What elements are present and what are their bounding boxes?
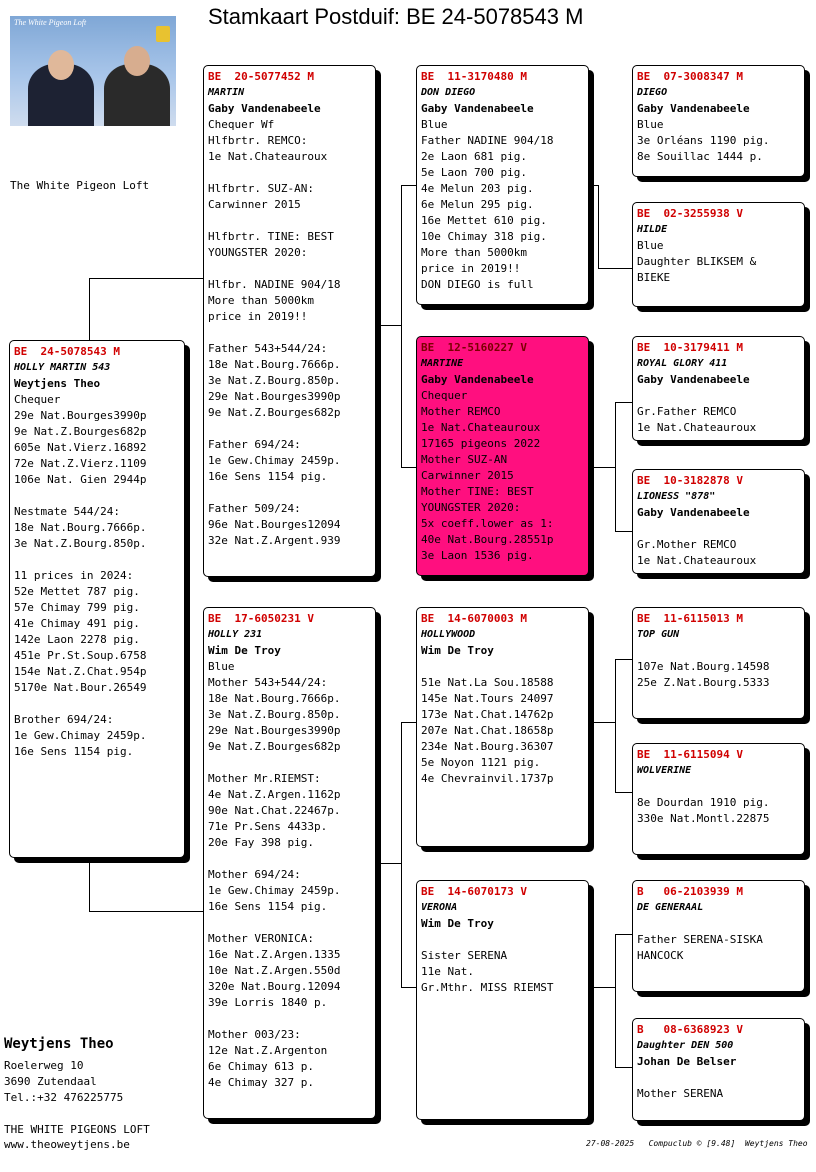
pedigree-line [637, 779, 800, 795]
connector [89, 278, 204, 279]
ring-number: BE 10-3182878 V [637, 474, 743, 487]
pigeon-name: LIONESS "878" [637, 491, 716, 502]
ring-number: BE 17-6050231 V [208, 612, 314, 625]
pedigree-line: Carwinner 2015 [208, 198, 301, 211]
pedigree-line: Daughter BLIKSEM & [637, 255, 757, 268]
pedigree-line: 39e Lorris 1840 p. [208, 996, 328, 1009]
pedigree-line: 6e Melun 295 pig. [421, 198, 534, 211]
pedigree-line: 4e Melun 203 pig. [421, 182, 534, 195]
pedigree-line: 1e Nat.Chateauroux [421, 421, 541, 434]
pedigree-line: 10e Nat.Z.Argen.550d [208, 964, 341, 977]
pedigree-line: More than 5000km [208, 294, 314, 307]
connector [401, 987, 417, 988]
pigeon-name: DE GENERAAL [637, 902, 704, 913]
connector [89, 911, 204, 912]
pedigree-line [208, 213, 371, 229]
pigeon-card-fff [632, 65, 805, 177]
pigeon-card-mff [632, 607, 805, 719]
pedigree-line: Sister SERENA [421, 949, 508, 962]
pedigree-line: 29e Nat.Bourges3990p [208, 390, 341, 403]
pedigree-line [14, 488, 180, 504]
pedigree-line: Father 694/24: [208, 438, 301, 451]
connector [89, 278, 90, 340]
pedigree-line: Hlfbrtr. REMCO: [208, 134, 308, 147]
pedigree-line: price in 2019!! [208, 310, 308, 323]
pedigree-line [637, 521, 800, 537]
pedigree-line: 4e Chimay 327 p. [208, 1076, 314, 1089]
pedigree-line: Blue [421, 118, 448, 131]
breeder-name: Gaby Vandenabeele [637, 373, 750, 386]
owner-website: www.theoweytjens.be [4, 1138, 130, 1151]
pedigree-line: 451e Pr.St.Soup.6758 [14, 649, 147, 662]
connector [401, 185, 417, 186]
pedigree-line: 5e Noyon 1121 pig. [421, 756, 541, 769]
ring-number: BE 20-5077452 M [208, 70, 314, 83]
pedigree-line: 4e Chevrainvil.1737p [421, 772, 554, 785]
pigeon-name: WOLVERINE [637, 765, 692, 776]
pedigree-line: 16e Sens 1154 pig. [14, 745, 134, 758]
pedigree-line: 16e Sens 1154 pig. [208, 900, 328, 913]
ring-number: B 06-2103939 M [637, 885, 743, 898]
pigeon-card-mmf [632, 880, 805, 992]
pedigree-line: 9e Nat.Z.Bourges682p [14, 425, 147, 438]
pedigree-line: 3e Orléans 1190 pig. [637, 134, 770, 147]
pedigree-line: 41e Chimay 491 pig. [14, 617, 140, 630]
loft-name: The White Pigeon Loft [10, 179, 150, 192]
pedigree-line: Gr.Father REMCO [637, 405, 737, 418]
connector [589, 722, 615, 723]
connector [615, 934, 616, 1068]
pigeon-card-fmf [632, 336, 805, 441]
pedigree-line: 11 prices in 2024: [14, 569, 134, 582]
pedigree-line: Hlfbrtr. SUZ-AN: [208, 182, 314, 195]
pedigree-line: 9e Nat.Z.Bourges682p [208, 406, 341, 419]
ring-number: BE 12-5160227 V [421, 341, 527, 354]
pedigree-line: 57e Chimay 799 pig. [14, 601, 140, 614]
pedigree-line: 29e Nat.Bourges3990p [208, 724, 341, 737]
pedigree-line: 1e Gew.Chimay 2459p. [208, 884, 341, 897]
owner-address-block [4, 1035, 150, 1152]
pigeon-card-main [9, 340, 185, 858]
pedigree-line [637, 388, 800, 404]
pedigree-line [208, 851, 371, 867]
footer-credit: 27-08-2025 Compuclub © [9.48] Weytjens Theo [586, 1139, 808, 1148]
pedigree-line: 10e Chimay 318 pig. [421, 230, 547, 243]
pigeon-name: DON DIEGO [421, 87, 476, 98]
pigeon-card-mother-father [416, 607, 589, 847]
ring-number: BE 24-5078543 M [14, 345, 120, 358]
connector [615, 402, 616, 532]
pedigree-line: 605e Nat.Vierz.16892 [14, 441, 147, 454]
pigeon-card-fmm [632, 469, 805, 574]
pedigree-line: Gr.Mother REMCO [637, 538, 737, 551]
pedigree-line [637, 1070, 800, 1086]
pedigree-line: 207e Nat.Chat.18658p [421, 724, 554, 737]
pedigree-line: 145e Nat.Tours 24097 [421, 692, 554, 705]
ring-number: BE 11-3170480 M [421, 70, 527, 83]
pigeon-card-mmm [632, 1018, 805, 1121]
pedigree-line: DON DIEGO is full [421, 278, 534, 291]
pigeon-card-mother-mother [416, 880, 589, 1120]
pedigree-line: 8e Dourdan 1910 pig. [637, 796, 770, 809]
pedigree-line: 1e Nat.Chateauroux [637, 421, 757, 434]
ring-number: B 08-6368923 V [637, 1023, 743, 1036]
pedigree-line: Father NADINE 904/18 [421, 134, 554, 147]
pedigree-line: Chequer [14, 393, 61, 406]
pedigree-line: Mother REMCO [421, 405, 501, 418]
pedigree-line: Mother VERONICA: [208, 932, 314, 945]
pedigree-line: Mother SUZ-AN [421, 453, 508, 466]
connector [615, 659, 633, 660]
pigeon-card-ffm [632, 202, 805, 307]
pedigree-line: Hlfbrtr. TINE: BEST [208, 230, 334, 243]
loft-logo-text: The White Pigeon Loft [14, 18, 87, 27]
pedigree-line: Mother 543+544/24: [208, 676, 328, 689]
pedigree-line: 9e Nat.Z.Bourges682p [208, 740, 341, 753]
pedigree-line: 16e Nat.Z.Argen.1335 [208, 948, 341, 961]
pigeon-name: DIEGO [637, 87, 668, 98]
pedigree-line: 16e Mettet 610 pig. [421, 214, 547, 227]
breeder-name: Gaby Vandenabeele [421, 373, 534, 386]
pedigree-line: 4e Nat.Z.Argen.1162p [208, 788, 341, 801]
connector [376, 325, 402, 326]
pedigree-line: Mother 694/24: [208, 868, 301, 881]
connector [615, 531, 633, 532]
ring-number: BE 07-3008347 M [637, 70, 743, 83]
pedigree-line: 106e Nat. Gien 2944p [14, 473, 147, 486]
connector [615, 792, 633, 793]
breeder-name: Gaby Vandenabeele [421, 102, 534, 115]
pedigree-line: YOUNGSTER 2020: [421, 501, 521, 514]
pigeon-card-father [203, 65, 376, 577]
pigeon-name: HOLLY 231 [208, 629, 263, 640]
pedigree-line [208, 755, 371, 771]
pigeon-name: Daughter DEN 500 [637, 1040, 734, 1051]
pigeon-name: TOP GUN [637, 629, 680, 640]
breeder-name: Gaby Vandenabeele [637, 506, 750, 519]
pigeon-card-father-mother [416, 336, 589, 576]
pedigree-line: 18e Nat.Bourg.7666p. [208, 692, 341, 705]
pedigree-line [208, 261, 371, 277]
pedigree-line: 1e Nat.Chateauroux [637, 554, 757, 567]
pedigree-line: 29e Nat.Bourges3990p [14, 409, 147, 422]
pigeon-card-mfm [632, 743, 805, 855]
connector [598, 185, 599, 268]
owner-address-line: 3690 Zutendaal [4, 1075, 97, 1088]
pedigree-line: Mother SERENA [637, 1087, 724, 1100]
club-badge-icon [156, 26, 170, 42]
pedigree-line: 90e Nat.Chat.22467p. [208, 804, 341, 817]
owner-name: Weytjens Theo [4, 1036, 114, 1052]
pedigree-line: Chequer Wf [208, 118, 275, 131]
pedigree-line: 154e Nat.Z.Chat.954p [14, 665, 147, 678]
pedigree-line: Brother 694/24: [14, 713, 114, 726]
pedigree-line: 11e Nat. [421, 965, 474, 978]
pedigree-line: Nestmate 544/24: [14, 505, 120, 518]
pedigree-line: 18e Nat.Bourg.7666p. [14, 521, 147, 534]
pedigree-line: Chequer [421, 389, 468, 402]
pedigree-line: 107e Nat.Bourg.14598 [637, 660, 770, 673]
pedigree-line [14, 552, 180, 568]
pedigree-line [421, 932, 584, 948]
connector [615, 934, 633, 935]
pedigree-line: Blue [637, 239, 664, 252]
ring-number: BE 11-6115013 M [637, 612, 743, 625]
connector [89, 858, 90, 912]
pedigree-line: 72e Nat.Z.Vierz.1109 [14, 457, 147, 470]
person-right-head [124, 46, 150, 76]
pedigree-line: Mother 003/23: [208, 1028, 301, 1041]
pedigree-line: 18e Nat.Bourg.7666p. [208, 358, 341, 371]
pedigree-line [637, 916, 800, 932]
breeder-name: Wim De Troy [421, 644, 494, 657]
pedigree-line: 3e Nat.Z.Bourg.850p. [14, 537, 147, 550]
pedigree-line: 51e Nat.La Sou.18588 [421, 676, 554, 689]
pedigree-line: 71e Pr.Sens 4433p. [208, 820, 328, 833]
owner-loft-name: THE WHITE PIGEONS LOFT [4, 1123, 150, 1136]
pedigree-line: 40e Nat.Bourg.28551p [421, 533, 554, 546]
pedigree-line: Blue [208, 660, 235, 673]
pigeon-name: HOLLY MARTIN 543 [14, 362, 111, 373]
pedigree-line [208, 1011, 371, 1027]
pedigree-line: Carwinner 2015 [421, 469, 514, 482]
pedigree-line: 8e Souillac 1444 p. [637, 150, 763, 163]
pedigree-line: 142e Laon 2278 pig. [14, 633, 140, 646]
pedigree-line: 6e Chimay 613 p. [208, 1060, 314, 1073]
pedigree-line: 20e Fay 398 pig. [208, 836, 314, 849]
ring-number: BE 02-3255938 V [637, 207, 743, 220]
connector [401, 722, 417, 723]
pedigree-line: 5x coeff.lower as 1: [421, 517, 554, 530]
connector [376, 863, 402, 864]
pedigree-line: 5170e Nat.Bour.26549 [14, 681, 147, 694]
connector [401, 467, 417, 468]
pedigree-line: 96e Nat.Bourges12094 [208, 518, 341, 531]
breeder-name: Wim De Troy [208, 644, 281, 657]
pigeon-card-father-father [416, 65, 589, 305]
ring-number: BE 11-6115094 V [637, 748, 743, 761]
pedigree-line: 5e Laon 700 pig. [421, 166, 527, 179]
pedigree-line: More than 5000km [421, 246, 527, 259]
ring-number: BE 14-6070173 V [421, 885, 527, 898]
pedigree-line: 25e Z.Nat.Bourg.5333 [637, 676, 770, 689]
pigeon-name: ROYAL GLORY 411 [637, 358, 728, 369]
connector [598, 268, 633, 269]
pedigree-line: Mother TINE: BEST [421, 485, 534, 498]
pedigree-line: 330e Nat.Montl.22875 [637, 812, 770, 825]
pedigree-line: 2e Laon 681 pig. [421, 150, 527, 163]
pedigree-line: 3e Nat.Z.Bourg.850p. [208, 708, 341, 721]
pedigree-line [208, 325, 371, 341]
connector [615, 1067, 633, 1068]
owner-phone: Tel.:+32 476225775 [4, 1091, 124, 1104]
pedigree-line: YOUNGSTER 2020: [208, 246, 308, 259]
ring-number: BE 10-3179411 M [637, 341, 743, 354]
pedigree-line: 32e Nat.Z.Argent.939 [208, 534, 341, 547]
pedigree-line: 17165 pigeons 2022 [421, 437, 541, 450]
pedigree-line: 3e Laon 1536 pig. [421, 549, 534, 562]
pedigree-line: 3e Nat.Z.Bourg.850p. [208, 374, 341, 387]
pedigree-line [14, 696, 180, 712]
pedigree-line: 52e Mettet 787 pig. [14, 585, 140, 598]
loft-photo [10, 16, 176, 126]
pedigree-line: Mother Mr.RIEMST: [208, 772, 321, 785]
pigeon-card-mother [203, 607, 376, 1119]
pedigree-line: 234e Nat.Bourg.36307 [421, 740, 554, 753]
pigeon-name: HILDE [637, 224, 668, 235]
pedigree-line [208, 485, 371, 501]
pedigree-line [421, 659, 584, 675]
pedigree-line: 16e Sens 1154 pig. [208, 470, 328, 483]
page-title: Stamkaart Postduif: BE 24-5078543 M [208, 4, 584, 29]
pedigree-line: HANCOCK [637, 949, 684, 962]
pedigree-line: 1e Gew.Chimay 2459p. [14, 729, 147, 742]
connector [401, 722, 402, 988]
connector [615, 659, 616, 793]
pigeon-name: MARTIN [208, 87, 245, 98]
connector [589, 185, 598, 186]
breeder-name: Johan De Belser [637, 1055, 737, 1068]
pedigree-line [208, 915, 371, 931]
ring-number: BE 14-6070003 M [421, 612, 527, 625]
pedigree-line: Gr.Mthr. MISS RIEMST [421, 981, 554, 994]
connector [589, 987, 615, 988]
pedigree-line: 173e Nat.Chat.14762p [421, 708, 554, 721]
pedigree-line: 1e Gew.Chimay 2459p. [208, 454, 341, 467]
connector [589, 467, 615, 468]
pedigree-line: 12e Nat.Z.Argenton [208, 1044, 328, 1057]
pedigree-line: price in 2019!! [421, 262, 521, 275]
pedigree-line: Father 509/24: [208, 502, 301, 515]
pigeon-name: HOLLYWOOD [421, 629, 476, 640]
breeder-name: Weytjens Theo [14, 377, 101, 390]
pedigree-line [208, 421, 371, 437]
pedigree-line [208, 165, 371, 181]
pedigree-line: 1e Nat.Chateauroux [208, 150, 328, 163]
pigeon-name: MARTINE [421, 358, 464, 369]
pedigree-line: BIEKE [637, 271, 671, 284]
pedigree-line [637, 643, 800, 659]
pedigree-line: Father SERENA-SISKA [637, 933, 763, 946]
breeder-name: Gaby Vandenabeele [637, 102, 750, 115]
pedigree-line: Father 543+544/24: [208, 342, 328, 355]
pigeon-name: VERONA [421, 902, 458, 913]
breeder-name: Gaby Vandenabeele [208, 102, 321, 115]
person-left-head [48, 50, 74, 80]
pedigree-line: Hlfbr. NADINE 904/18 [208, 278, 341, 291]
pedigree-line: Blue [637, 118, 664, 131]
owner-address-line: Roelerweg 10 [4, 1059, 84, 1072]
connector [615, 402, 633, 403]
pedigree-line: 320e Nat.Bourg.12094 [208, 980, 341, 993]
connector [401, 185, 402, 468]
breeder-name: Wim De Troy [421, 917, 494, 930]
